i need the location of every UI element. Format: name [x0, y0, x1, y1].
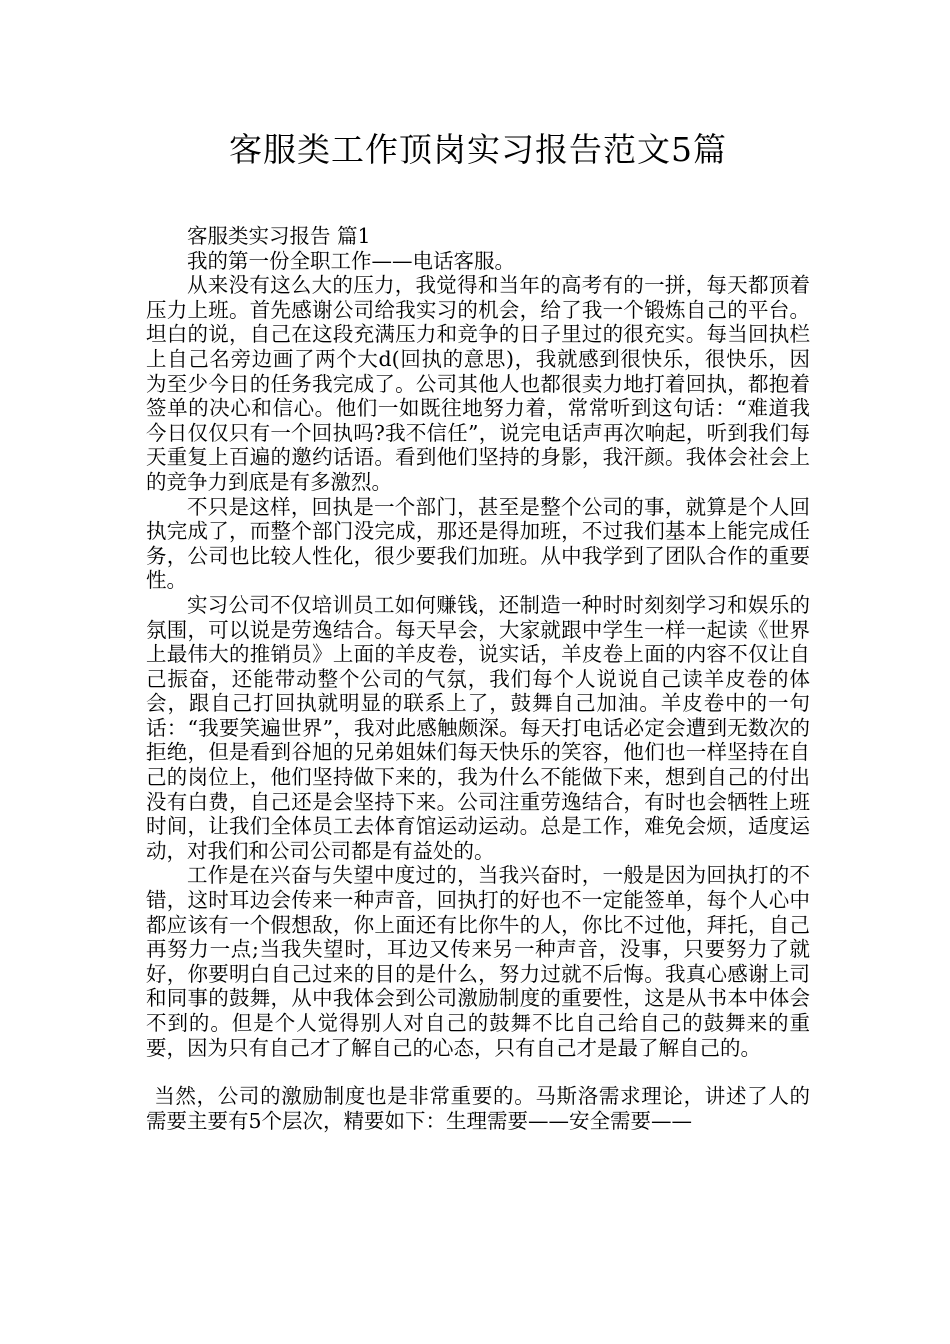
paragraph: 我的第一份全职工作——电话客服。: [187, 248, 515, 273]
paragraph: 不只是这样，回执是一个部门，甚至是整个公司的事，就算是个人回执完成了，而整个部门没完成，那还是得加班，不过我们基本上能完成任务，公司也比较人性化，很少要我们加班。从中我学到了团队合作的重要性。: [146, 494, 810, 593]
paragraph: 当然，公司的激励制度也是非常重要的。马斯洛需求理论，讲述了人的需要主要有5个层次，精要如下：生理需要——安全需要——: [146, 1084, 810, 1133]
section-heading: 客服类实习报告 篇1: [187, 224, 371, 248]
document-title: 客服类工作顶岗实习报告范文5篇: [229, 130, 727, 169]
paragraph: 从来没有这么大的压力，我觉得和当年的高考有的一拼，每天都顶着压力上班。首先感谢公司给我实习的机会，给了我一个锻炼自己的平台。坦白的说，自己在这段充满压力和竞争的日子里过的很充实。每当回执栏上自己名旁边画了两个大d(回执的意思)，我就感到很快乐，很快乐，因为至少今日的任务我完成了。公司其他人也都很卖力地打着回执，都抱着签单的决心和信心。他们一如既往地努力着，常常听到这句话：“难道我今日仅仅只有一个回执吗?我不信任”，说完电话声再次响起，听到我们每天重复上百遍的邀约话语。看到他们坚持的身影，我汗颜。我体会社会上的竞争力到底是有多激烈。: [146, 273, 810, 494]
paragraph: 实习公司不仅培训员工如何赚钱，还制造一种时时刻刻学习和娱乐的氛围，可以说是劳逸结合。每天早会，大家就跟中学生一样一起读《世界上最伟大的推销员》上面的羊皮卷，说实话，羊皮卷上面的内容不仅让自己振奋，还能带动整个公司的气氛，我们每个人说说自己读羊皮卷的体会，跟自己打回执就明显的联系上了，鼓舞自己加油。羊皮卷中的一句话：“我要笑遍世界”，我对此感触颇深。每天打电话必定会遭到无数次的拒绝，但是看到谷旭的兄弟姐妹们每天快乐的笑容，他们也一样坚持在自己的岗位上，他们坚持做下来的，我为什么不能做下来，想到自己的付出没有白费，自己还是会坚持下来。公司注重劳逸结合，有时也会牺牲上班时间，让我们全体员工去体育馆运动运动。总是工作，难免会烦，适度运动，对我们和公司公司都是有益处的。: [146, 592, 810, 863]
document-body: [146, 224, 810, 1133]
paragraph: 工作是在兴奋与失望中度过的，当我兴奋时，一般是因为回执打的不错，这时耳边会传来一种声音，回执打的好也不一定能签单，每个人心中都应该有一个假想敌，你上面还有比你牛的人，你比不过他，拜托，自己再努力一点;当我失望时，耳边又传来另一种声音，没事，只要努力了就好，你要明白自己过来的目的是什么，努力过就不后悔。我真心感谢上司和同事的鼓舞，从中我体会到公司激励制度的重要性，这是从书本中体会不到的。但是个人觉得别人对自己的鼓舞不比自己给自己的鼓舞来的重要，因为只有自己才了解自己的心态，只有自己才是最了解自己的。: [146, 863, 810, 1060]
